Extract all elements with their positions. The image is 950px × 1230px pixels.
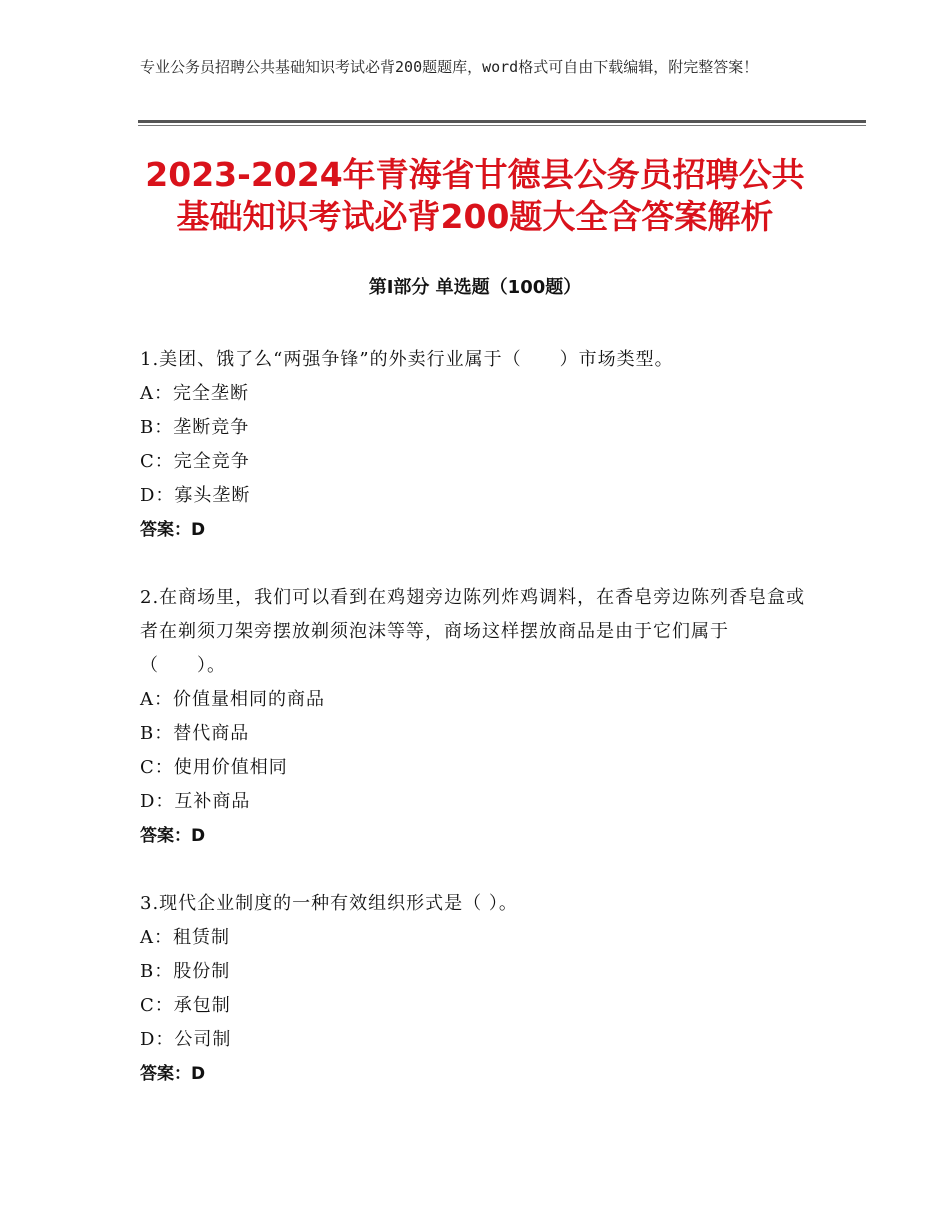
option-c: C：使用价值相同 [140,757,288,778]
option-d: D：寡头垄断 [140,485,251,506]
option-d: D：公司制 [140,1029,232,1050]
option-a: A：完全垄断 [140,383,249,404]
question-3 [140,887,810,1091]
document-title-line-2: 基础知识考试必背200题大全含答案解析 [176,197,774,236]
header-divider-thin [138,125,866,126]
answer-line: 答案：D [140,520,206,540]
question-1 [140,343,810,547]
answer-line: 答案：D [140,1064,206,1084]
question-2 [140,581,810,853]
document-title [100,154,850,238]
option-b: B：垄断竞争 [140,417,250,438]
question-list [140,343,810,1125]
question-stem: 1.美团、饿了么“两强争锋”的外卖行业属于（ ）市场类型。 [140,349,674,370]
option-b: B：股份制 [140,961,231,982]
section-title: 第Ⅰ部分 单选题（100题） [368,277,582,298]
question-stem: 2.在商场里，我们可以看到在鸡翅旁边陈列炸鸡调料，在香皂旁边陈列香皂盒或者在剃须刀架旁摆放剃须泡沫等等，商场这样摆放商品是由于它们属于（ ）。 [140,587,806,676]
header-divider-thick [138,120,866,123]
option-a: A：价值量相同的商品 [140,689,325,710]
header-note: 专业公务员招聘公共基础知识考试必背200题题库，word格式可自由下载编辑，附完整答案！ [140,58,759,76]
option-d: D：互补商品 [140,791,251,812]
option-a: A：租赁制 [140,927,230,948]
question-stem: 3.现代企业制度的一种有效组织形式是（ ）。 [140,893,518,914]
option-c: C：完全竞争 [140,451,250,472]
document-title-line-1: 2023-2024年青海省甘德县公务员招聘公共 [145,155,805,194]
option-b: B：替代商品 [140,723,250,744]
option-c: C：承包制 [140,995,231,1016]
answer-line: 答案：D [140,826,206,846]
